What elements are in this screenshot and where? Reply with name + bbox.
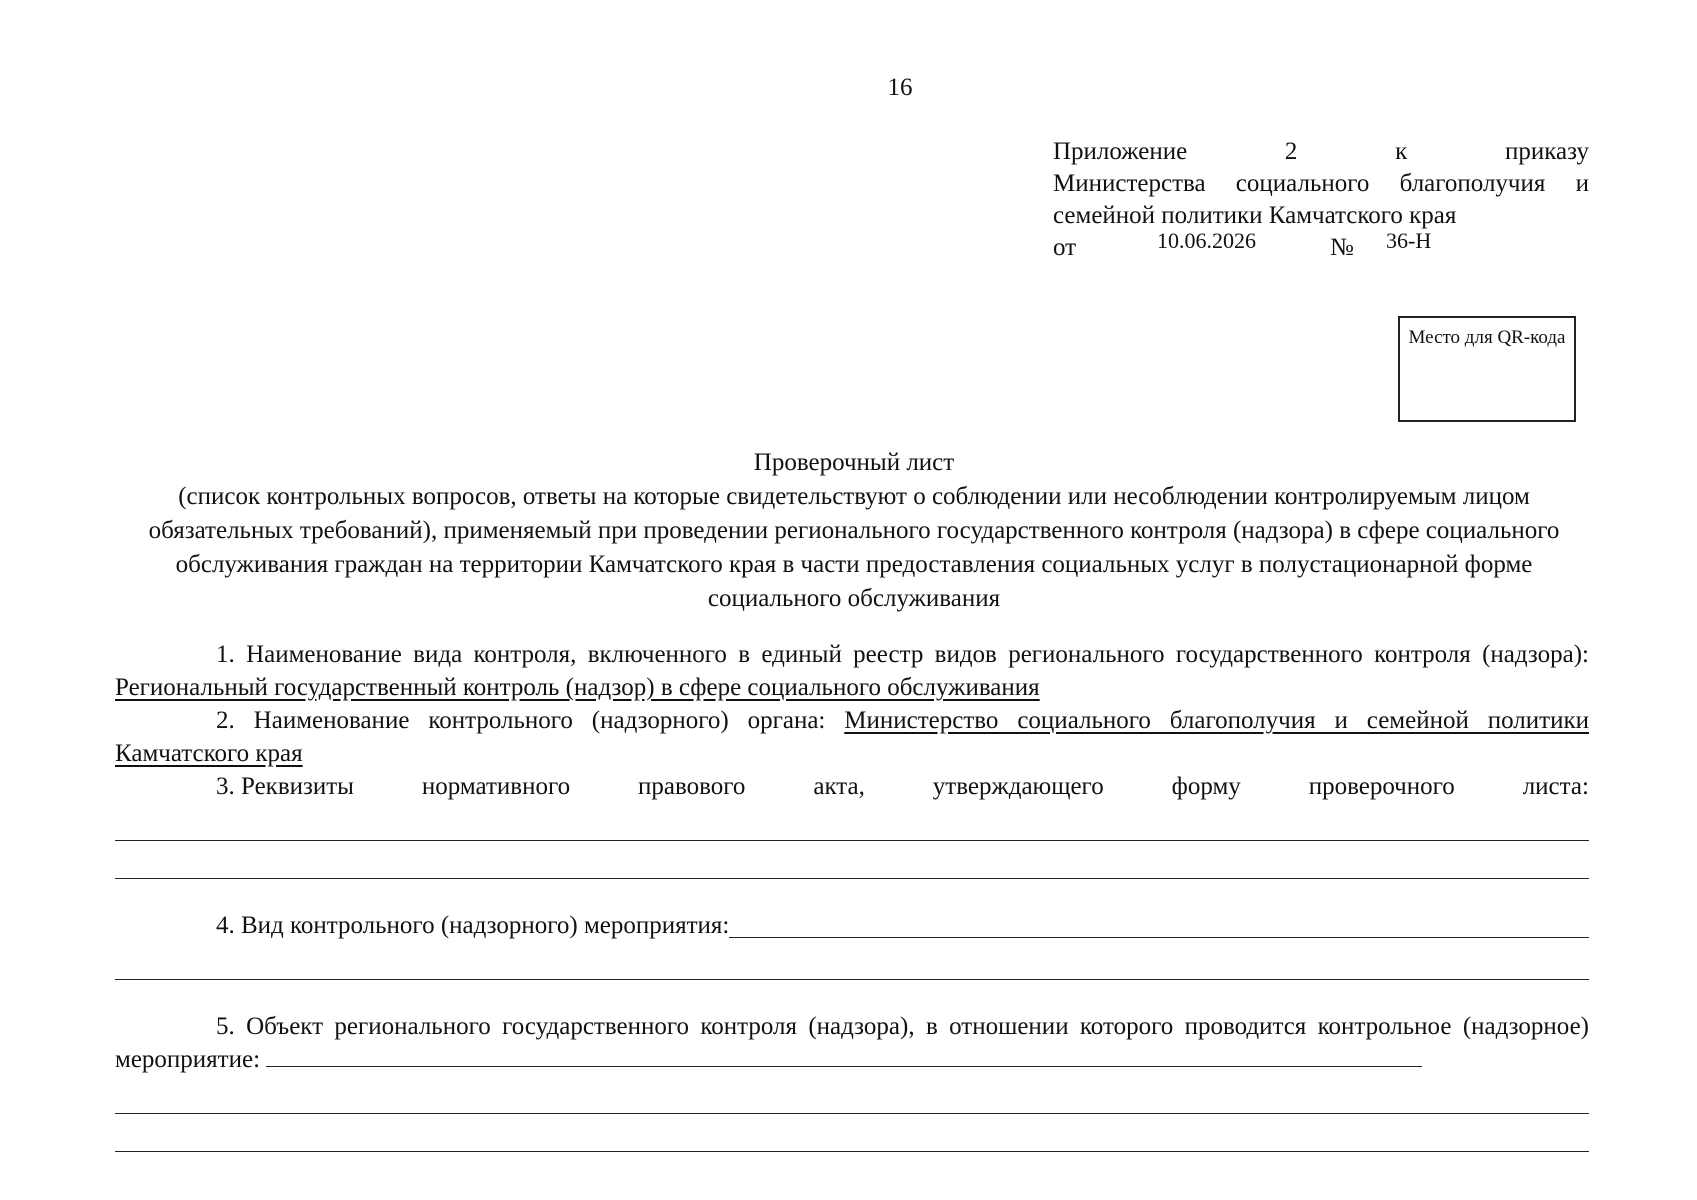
order-date-label: от: [1053, 234, 1077, 261]
item-1-value: Региональный государственный контроль (надзор) в сфере социального обслуживания: [115, 674, 1040, 701]
appendix-header: [1053, 136, 1589, 232]
item-3-word: проверочного: [1308, 773, 1455, 800]
item-5-answer-line-1[interactable]: [266, 1046, 1422, 1067]
item-4-answer-line-2[interactable]: [115, 942, 1589, 980]
item-4: [115, 909, 1589, 942]
item-5-label: 5. Объект регионального государственного контроля (надзора), в отношении которого проводится контрольное (надзорное) мероприятие:: [115, 1013, 1589, 1073]
document-title: [122, 446, 1586, 616]
item-2: [115, 704, 1589, 770]
item-3-word: нормативного: [421, 773, 571, 800]
item-3-word: правового: [638, 773, 746, 800]
order-date: 10.06.2026: [1157, 228, 1256, 253]
item-4-label: 4. Вид контрольного (надзорного) мероприятия:: [216, 912, 730, 939]
item-2-value: Министерство социального благополучия и семейной политики Камчатского края: [115, 707, 1589, 767]
item-2-label: 2. Наименование контрольного (надзорного) органа:: [216, 707, 845, 734]
order-details: [1053, 228, 1589, 260]
item-3-answer-line-2[interactable]: [115, 841, 1589, 879]
item-3-word: 3. Реквизиты: [216, 773, 354, 800]
page-number: 16: [887, 74, 913, 101]
appendix-line-2: Министерства социального благополучия и: [1053, 170, 1589, 197]
item-1: [115, 638, 1589, 704]
item-4-answer-line-1[interactable]: [729, 913, 1589, 938]
checklist-body: [115, 638, 1589, 1152]
qr-code-placeholder: [1398, 316, 1576, 422]
item-3-word: форму: [1171, 773, 1241, 800]
item-3-word: утверждающего: [932, 773, 1104, 800]
item-1-label: 1. Наименование вида контроля, включенного в единый реестр видов регионального государственного контроля (надзора):: [216, 641, 1589, 668]
item-5-answer-line-3[interactable]: [115, 1114, 1589, 1152]
qr-placeholder-text: Место для QR-кода: [1408, 327, 1566, 348]
item-5-answer-line-2[interactable]: [115, 1076, 1589, 1114]
item-3: [115, 770, 1589, 803]
appendix-line-3: семейной политики Камчатского края: [1053, 202, 1457, 229]
title-subtitle: (список контрольных вопросов, ответы на которые свидетельствуют о соблюдении или несоблюдении контролируемым лицом обязательных требований), применяемый при проведении регионального государственного контроля (надзора) в сфере социального обслуживания граждан на территории Камчатского края в части предоставления социальных услуг в полустационарной форме социального обслуживания: [148, 483, 1560, 612]
order-number: 36-Н: [1386, 228, 1432, 253]
item-3-word: акта,: [813, 773, 865, 800]
item-3-word: листа:: [1522, 773, 1589, 800]
title-heading: Проверочный лист: [753, 449, 955, 476]
item-3-answer-line-1[interactable]: [115, 803, 1589, 841]
order-number-sign: №: [1330, 234, 1354, 261]
item-5: [115, 1010, 1589, 1076]
appendix-line-1: Приложение 2 к приказу: [1053, 138, 1589, 165]
